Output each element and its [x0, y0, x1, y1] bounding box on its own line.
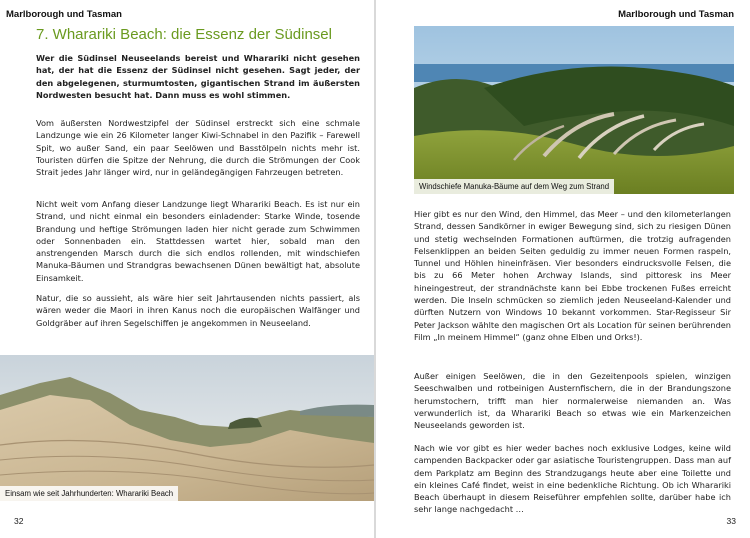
- beach-dunes-image: [0, 355, 374, 501]
- left-page: [0, 0, 374, 538]
- body-paragraph-3: Natur, die so aussieht, als wäre hier seit Jahrtausenden nichts passiert, als wären weder die Maori in ihren Kanus noch die europäischen Walfänger und Goldgräber auf ihren Segelschiffen je angekommen in Neuseeland.: [36, 293, 360, 328]
- body-paragraph-4: Hier gibt es nur den Wind, den Himmel, das Meer – und den kilometerlangen Strand, dessen Sandkörner in ewiger Bewegung sind, sich zu riesigen Dünen und stetig wechselnden Formationen auftürmen, die trotzig aufragenden Felsenklippen an beiden Seiten geduldig zu immer neuen Formen raspeln, Tunnel und Höhlen hineinfräsen. Vier besonders eindrucksvolle Felsen, die bis zu 66 Meter hohen Archway Islands, sind pittoresk ins Meer hineingestreut, der strandnächste kann bei Ebbe trockenen Fußes erreicht werden. Die Inseln schmücken so ziemlich jeden Neuseeland-Kalender und dürften Nutzern von Windows 10 bekannt vorkommen. Star-Regisseur Sir Peter Jackson wählte den magischen Ort als Location für seinen berührenden Film „In meinem Himmel“ (ganz ohne Elben und Orks!).: [414, 209, 731, 342]
- body-paragraph-5: Außer einigen Seelöwen, die in den Gezeitenpools spielen, winzigen Seeschwalben und rotbeinigen Austernfischern, die in der Brandungszone herumstochern, trifft man hier normalerweise niemanden an. Was verwunderlich ist, da Wharariki Beach so etwas wie ein Markenzeichen Neuseelands geworden ist.: [414, 371, 731, 431]
- body-paragraph-2: Nicht weit vom Anfang dieser Landzunge liegt Wharariki Beach. Es ist nur ein Strand, und nicht einmal ein besonders einladender: Starke Winde, tosende Brandung und heftige Strömungen laden hier nicht gerade zum Schwimmen oder Sonnenbaden ein. Stattdessen wartet hier, sobald man den anstrengenden Marsch durch die sich endlos rollenden, mit windschiefen Manuka-Bäumen und Strandgras bewachsenen Dünen bewältigt hat, absolute Einsamkeit.: [36, 199, 360, 283]
- body-paragraph-1: Vom äußersten Nordwestzipfel der Südinsel erstreckt sich eine schmale Landzunge wie ein 26 Kilometer langer Kiwi-Schnabel in den Pazifik – Farewell Spit, wo außer Sand, ein paar Seelöwen und Basstölpeln nichts mehr ist. Touristen dürfen die Spitze der Nehrung, die durch die Strömungen der Cook Strait jedes Jahr länger wird, nur in geländegängigen Fahrzeugen betreten.: [36, 118, 360, 178]
- running-header-left: Marlborough und Tasman: [6, 9, 122, 20]
- right-page: [376, 0, 750, 538]
- chapter-title: 7. Wharariki Beach: die Essenz der Südinsel: [36, 26, 332, 43]
- manuka-trees-image: [414, 26, 734, 194]
- page-number-right: 33: [726, 516, 736, 526]
- page-number-left: 32: [14, 516, 24, 526]
- beach-dunes-photo: [0, 355, 374, 501]
- photo-caption-left: Einsam wie seit Jahrhunderten: Wharariki Beach: [0, 486, 178, 501]
- body-paragraph-6: Nach wie vor gibt es hier weder baches noch exklusive Lodges, keine wild campenden Backpacker oder gar asiatische Touristengruppen. Dass man auf dem Parkplatz am Beginn des Strandzugangs heute aber eine Toilette und ein kleines Café findet, weist in eine bedenkliche Richtung. Ob ich Wharariki Beach überhaupt in diesem Reiseführer empfehlen sollte, darüber habe ich sehr lange nachgedacht …: [414, 443, 731, 515]
- photo-caption-right: Windschiefe Manuka-Bäume auf dem Weg zum Strand: [414, 179, 614, 194]
- running-header-right: Marlborough und Tasman: [618, 9, 734, 20]
- intro-paragraph: Wer die Südinsel Neuseelands bereist und Wharariki nicht gesehen hat, der hat die Essenz der Südinsel nicht gesehen. Sagt jeder, der den abgelegenen, sturmumtosten, gigantischen Strand im äußersten Nordwesten besucht hat. Dann muss es wohl stimmen.: [36, 53, 360, 100]
- manuka-trees-photo: [414, 26, 734, 194]
